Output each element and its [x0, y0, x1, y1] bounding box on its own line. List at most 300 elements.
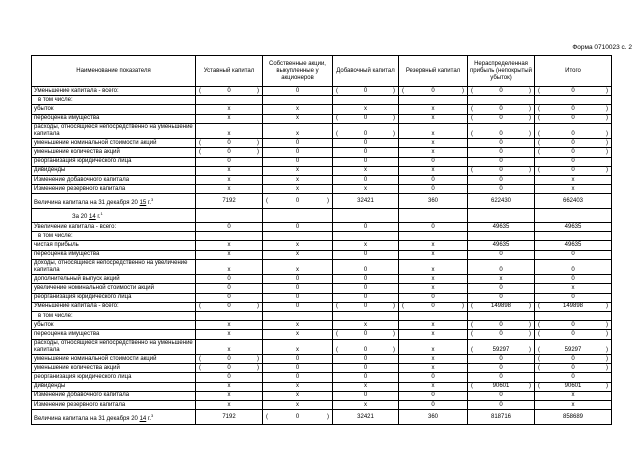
value-cell — [333, 364, 399, 373]
value-cell — [263, 175, 333, 184]
value-cell — [399, 166, 468, 175]
value-cell — [399, 410, 468, 425]
row-label-text: реорганизация юридического лица — [34, 158, 132, 165]
value-cell — [468, 401, 535, 410]
table-row — [32, 302, 612, 311]
value-cell — [333, 382, 399, 391]
value-cell — [263, 185, 333, 194]
cell-value: 49635 — [564, 242, 582, 249]
row-label-text: реорганизация юридического лица — [34, 374, 132, 380]
value-cell: ( 0 ) — [333, 87, 399, 96]
value-cell — [535, 401, 612, 410]
cell-value: x — [431, 115, 435, 122]
value-cell — [196, 175, 263, 184]
value-cell — [263, 382, 333, 391]
value-cell — [468, 250, 535, 259]
value-cell — [263, 166, 333, 175]
row-label-text: Уменьшение капитала - всего: — [34, 303, 119, 310]
row-label — [32, 401, 196, 410]
value-cell — [468, 284, 535, 293]
cell-value: x — [227, 167, 231, 174]
row-label-text: переоценка имущества — [34, 115, 100, 122]
value-cell — [263, 232, 333, 241]
value-cell — [399, 105, 468, 114]
value-cell: ( 149898 ) — [535, 302, 612, 311]
value-cell — [399, 148, 468, 157]
value-cell — [196, 96, 263, 105]
row-label-text: в том числе: — [38, 232, 73, 239]
value-cell — [535, 241, 612, 250]
value-cell — [196, 259, 263, 274]
value-cell — [196, 223, 263, 232]
cell-value: x — [296, 383, 299, 390]
row-label — [32, 373, 196, 382]
value-cell — [468, 157, 535, 166]
table-row — [32, 275, 612, 284]
value-cell — [263, 373, 333, 382]
value-cell — [333, 312, 399, 321]
value-cell — [399, 114, 468, 123]
cell-value: 0 — [227, 223, 231, 230]
row-label-text: переоценка имущества — [34, 251, 100, 258]
table-row — [32, 339, 612, 354]
value-cell: ( 0 ) — [196, 355, 263, 364]
value-cell — [196, 208, 263, 222]
row-year: 14 — [88, 213, 96, 220]
value-cell: ( 0 ) — [333, 330, 399, 339]
value-cell — [399, 330, 468, 339]
cell-value: 0 — [363, 139, 368, 146]
value-cell — [263, 259, 333, 274]
value-cell — [196, 232, 263, 241]
row-label-text: Увеличение капитала - всего: — [34, 223, 117, 230]
cell-value: x — [431, 364, 435, 371]
row-label-text: в том числе: — [38, 96, 73, 103]
value-cell — [196, 157, 263, 166]
cell-value: x — [431, 267, 435, 274]
value-cell — [535, 391, 612, 400]
table-row — [32, 185, 612, 194]
value-cell: ( 0 ) — [399, 302, 468, 311]
cell-value: 0 — [295, 364, 300, 371]
cell-value: 0 — [499, 251, 503, 258]
value-cell — [399, 175, 468, 184]
value-cell — [263, 223, 333, 232]
cell-value: 49635 — [492, 223, 510, 230]
value-cell — [399, 293, 468, 302]
table-row — [32, 293, 612, 302]
value-cell — [196, 373, 263, 382]
value-cell — [535, 250, 612, 259]
cell-value: x — [296, 106, 299, 112]
value-cell — [468, 364, 535, 373]
cell-value: x — [364, 242, 367, 249]
cell-value: 0 — [363, 158, 368, 165]
row-label — [32, 355, 196, 364]
value-cell — [468, 241, 535, 250]
value-cell — [333, 105, 399, 114]
table-row — [32, 259, 612, 274]
row-label — [32, 194, 196, 208]
value-cell: ( 0 ) — [468, 105, 535, 114]
value-cell — [263, 330, 333, 339]
value-cell — [263, 157, 333, 166]
cell-value: 0 — [499, 364, 503, 371]
value-cell — [333, 194, 399, 208]
cell-value: 0 — [227, 374, 231, 380]
cell-value: 0 — [363, 294, 368, 301]
row-label — [32, 250, 196, 259]
header-charter-capital: Уставный капитал — [196, 56, 263, 87]
cell-value: 0 — [499, 148, 503, 155]
cell-value: 0 — [571, 275, 575, 282]
value-cell: ( 59297 ) — [535, 339, 612, 354]
value-cell — [333, 96, 399, 105]
table-row — [32, 410, 612, 425]
row-label-text: уменьшение номинальной стоимости акций — [34, 355, 157, 362]
value-cell — [263, 114, 333, 123]
value-cell — [535, 175, 612, 184]
cell-value: x — [227, 383, 231, 390]
cell-value: 0 — [431, 374, 435, 380]
cell-value: x — [431, 242, 435, 249]
form-code: Форма 0710023 с. 2 — [572, 44, 632, 51]
cell-value: x — [431, 321, 435, 328]
row-label-text: Изменение резервного капитала — [34, 185, 126, 192]
table-row — [32, 284, 612, 293]
value-cell — [333, 148, 399, 157]
value-cell — [333, 401, 399, 410]
cell-value: 7192 — [222, 413, 236, 420]
value-cell — [468, 312, 535, 321]
row-footnote: 1 — [100, 210, 103, 216]
cell-value: x — [431, 139, 435, 146]
cell-value: 0 — [499, 401, 503, 408]
value-cell — [196, 401, 263, 410]
cell-value: 0 — [499, 285, 503, 292]
cell-value: 0 — [295, 223, 300, 230]
value-cell — [333, 275, 399, 284]
value-cell — [468, 208, 535, 222]
value-cell — [468, 410, 535, 425]
table-row — [32, 391, 612, 400]
row-year: 14 — [139, 415, 147, 422]
cell-value: 360 — [427, 413, 438, 420]
cell-value: x — [364, 321, 367, 328]
row-label — [32, 96, 196, 105]
value-cell — [399, 382, 468, 391]
value-cell — [535, 208, 612, 222]
value-cell — [196, 185, 263, 194]
table-row — [32, 250, 612, 259]
table-row — [32, 312, 612, 321]
cell-value: x — [227, 392, 231, 399]
cell-value: 0 — [363, 364, 368, 371]
value-cell — [196, 330, 263, 339]
header-total: Итого — [535, 56, 612, 87]
value-cell — [333, 410, 399, 425]
value-cell: ( 0 ) — [263, 410, 333, 425]
value-cell — [399, 373, 468, 382]
cell-value: 0 — [295, 148, 300, 155]
cell-value: 0 — [499, 158, 503, 165]
cell-value: 0 — [295, 303, 300, 310]
cell-value: x — [571, 176, 575, 183]
value-cell — [399, 275, 468, 284]
value-cell — [399, 96, 468, 105]
value-cell — [399, 355, 468, 364]
table-row — [32, 223, 612, 232]
cell-value: x — [296, 242, 299, 249]
cell-value: x — [227, 331, 231, 338]
value-cell — [399, 194, 468, 208]
value-cell — [468, 194, 535, 208]
value-cell — [535, 275, 612, 284]
cell-value: x — [571, 185, 575, 192]
row-label — [32, 208, 196, 222]
row-label — [32, 275, 196, 284]
cell-value: 0 — [363, 355, 368, 362]
cell-value: x — [431, 331, 435, 338]
value-cell — [333, 321, 399, 330]
value-cell: ( 0 ) — [535, 148, 612, 157]
row-label — [32, 312, 196, 321]
cell-value: 0 — [363, 223, 368, 230]
value-cell — [263, 293, 333, 302]
cell-value: 0 — [431, 185, 435, 192]
value-cell — [196, 284, 263, 293]
cell-value: x — [296, 131, 299, 138]
value-cell — [263, 364, 333, 373]
cell-value: 0 — [499, 267, 503, 274]
cell-value: 0 — [363, 392, 368, 399]
row-label — [32, 293, 196, 302]
value-cell — [333, 139, 399, 148]
table-row — [32, 148, 612, 157]
row-label-text: Величина капитала на 31 декабря 20 — [34, 415, 138, 422]
value-cell — [468, 148, 535, 157]
row-label — [32, 166, 196, 175]
value-cell — [263, 148, 333, 157]
cell-value: x — [431, 131, 435, 138]
value-cell — [263, 139, 333, 148]
capital-changes-table — [31, 55, 612, 425]
cell-value: 0 — [363, 285, 368, 292]
cell-value: x — [227, 176, 231, 183]
value-cell — [399, 312, 468, 321]
value-cell: ( 0 ) — [468, 321, 535, 330]
cell-value: x — [227, 185, 231, 192]
row-label — [32, 391, 196, 400]
row-label — [32, 175, 196, 184]
cell-value: x — [296, 401, 299, 408]
cell-value: x — [296, 185, 299, 192]
cell-value: x — [227, 267, 231, 274]
value-cell — [263, 312, 333, 321]
value-cell — [196, 123, 263, 138]
row-label — [32, 364, 196, 373]
value-cell — [535, 157, 612, 166]
value-cell — [263, 302, 333, 311]
value-cell — [399, 157, 468, 166]
header-row — [32, 56, 612, 87]
value-cell — [535, 312, 612, 321]
value-cell — [535, 96, 612, 105]
value-cell — [399, 401, 468, 410]
cell-value: 0 — [295, 275, 300, 282]
row-label-text: уменьшение количества акций — [34, 364, 120, 371]
row-label — [32, 87, 196, 96]
row-label-text: переоценка имущества — [34, 331, 100, 338]
cell-value: 0 — [363, 148, 368, 155]
value-cell — [196, 166, 263, 175]
cell-value: x — [296, 267, 299, 274]
row-label — [32, 223, 196, 232]
value-cell — [468, 185, 535, 194]
cell-value: x — [364, 167, 367, 174]
row-year: 15 — [139, 199, 147, 206]
value-cell: ( 0 ) — [468, 166, 535, 175]
cell-value: 0 — [499, 392, 503, 399]
cell-value: 0 — [295, 285, 300, 292]
value-cell — [263, 391, 333, 400]
cell-value: 0 — [499, 355, 503, 362]
row-label — [32, 284, 196, 293]
cell-value: x — [296, 331, 299, 338]
table-row — [32, 321, 612, 330]
table-row — [32, 139, 612, 148]
table-row — [32, 208, 612, 222]
header-reserve-capital: Резервный капитал — [399, 56, 468, 87]
cell-value: 0 — [227, 158, 231, 165]
value-cell: ( 0 ) — [535, 105, 612, 114]
value-cell — [263, 401, 333, 410]
value-cell — [535, 223, 612, 232]
cell-value: x — [499, 275, 503, 282]
value-cell: ( 0 ) — [535, 114, 612, 123]
value-cell: ( 0 ) — [468, 123, 535, 138]
value-cell: ( 0 ) — [535, 330, 612, 339]
table-row — [32, 364, 612, 373]
cell-value: x — [296, 176, 299, 183]
value-cell — [196, 410, 263, 425]
value-cell: ( 0 ) — [535, 364, 612, 373]
cell-value: x — [431, 251, 435, 258]
table-row — [32, 114, 612, 123]
table-row — [32, 241, 612, 250]
cell-value: x — [431, 383, 435, 390]
table-row — [32, 157, 612, 166]
cell-value: x — [364, 383, 367, 390]
cell-value: x — [431, 148, 435, 155]
row-label — [32, 148, 196, 157]
row-label — [32, 259, 196, 274]
value-cell — [535, 194, 612, 208]
cell-value: 0 — [363, 176, 368, 183]
value-cell: ( 90601 ) — [468, 382, 535, 391]
cell-value: x — [364, 401, 367, 408]
value-cell — [535, 293, 612, 302]
value-cell — [535, 373, 612, 382]
cell-value: x — [431, 106, 435, 112]
value-cell — [333, 259, 399, 274]
value-cell — [468, 259, 535, 274]
value-cell — [399, 339, 468, 354]
value-cell — [333, 250, 399, 259]
value-cell — [535, 284, 612, 293]
row-label — [32, 321, 196, 330]
value-cell — [263, 284, 333, 293]
value-cell — [468, 355, 535, 364]
cell-value: 0 — [295, 374, 300, 380]
cell-value: 622430 — [490, 197, 512, 204]
cell-value: x — [296, 392, 299, 399]
cell-value: 0 — [431, 176, 435, 183]
row-year-suffix: г. — [97, 213, 101, 220]
value-cell — [333, 355, 399, 364]
row-label-text: уменьшение количества акций — [34, 148, 120, 155]
row-label-text: За 20 — [72, 213, 88, 220]
cell-value: 0 — [499, 294, 503, 301]
value-cell: ( 0 ) — [196, 148, 263, 157]
cell-value: 0 — [227, 285, 231, 292]
cell-value: x — [227, 401, 231, 408]
value-cell: ( 0 ) — [535, 166, 612, 175]
header-name: Наименование показателя — [32, 56, 196, 87]
value-cell — [399, 250, 468, 259]
row-label-text: Изменение добавочного капитала — [34, 392, 130, 399]
table-row — [32, 330, 612, 339]
value-cell — [468, 391, 535, 400]
value-cell: ( 0 ) — [535, 321, 612, 330]
cell-value: x — [571, 285, 575, 292]
table-row — [32, 96, 612, 105]
cell-value: x — [227, 131, 231, 138]
row-label — [32, 114, 196, 123]
cell-value: x — [364, 185, 367, 192]
cell-value: 0 — [571, 267, 575, 274]
value-cell — [535, 232, 612, 241]
cell-value: 32421 — [357, 413, 374, 420]
cell-value: x — [431, 355, 435, 362]
row-label — [32, 330, 196, 339]
value-cell — [263, 250, 333, 259]
value-cell: ( 0 ) — [468, 114, 535, 123]
header-additional-capital: Добавочный капитал — [333, 56, 399, 87]
row-label — [32, 157, 196, 166]
cell-value: 49635 — [564, 223, 582, 230]
value-cell: ( 0 ) — [468, 330, 535, 339]
value-cell — [468, 293, 535, 302]
cell-value: 0 — [295, 139, 300, 146]
header-treasury-shares: Собственные акции, выкупленные у акционеров — [263, 56, 333, 87]
cell-value: x — [431, 167, 435, 174]
value-cell — [196, 194, 263, 208]
row-label — [32, 232, 196, 241]
cell-value: 0 — [431, 223, 435, 230]
cell-value: x — [431, 347, 435, 353]
value-cell — [333, 232, 399, 241]
value-cell — [196, 105, 263, 114]
row-label-text: увеличение номинальной стоимости акций — [34, 285, 155, 292]
value-cell — [399, 284, 468, 293]
value-cell — [196, 275, 263, 284]
cell-value: 0 — [295, 87, 300, 94]
row-label — [32, 105, 196, 114]
header-retained-earnings: Нераспределенная прибыль (непокрытый убыток) — [468, 56, 535, 87]
cell-value: x — [227, 106, 231, 112]
value-cell: ( 90601 ) — [535, 382, 612, 391]
